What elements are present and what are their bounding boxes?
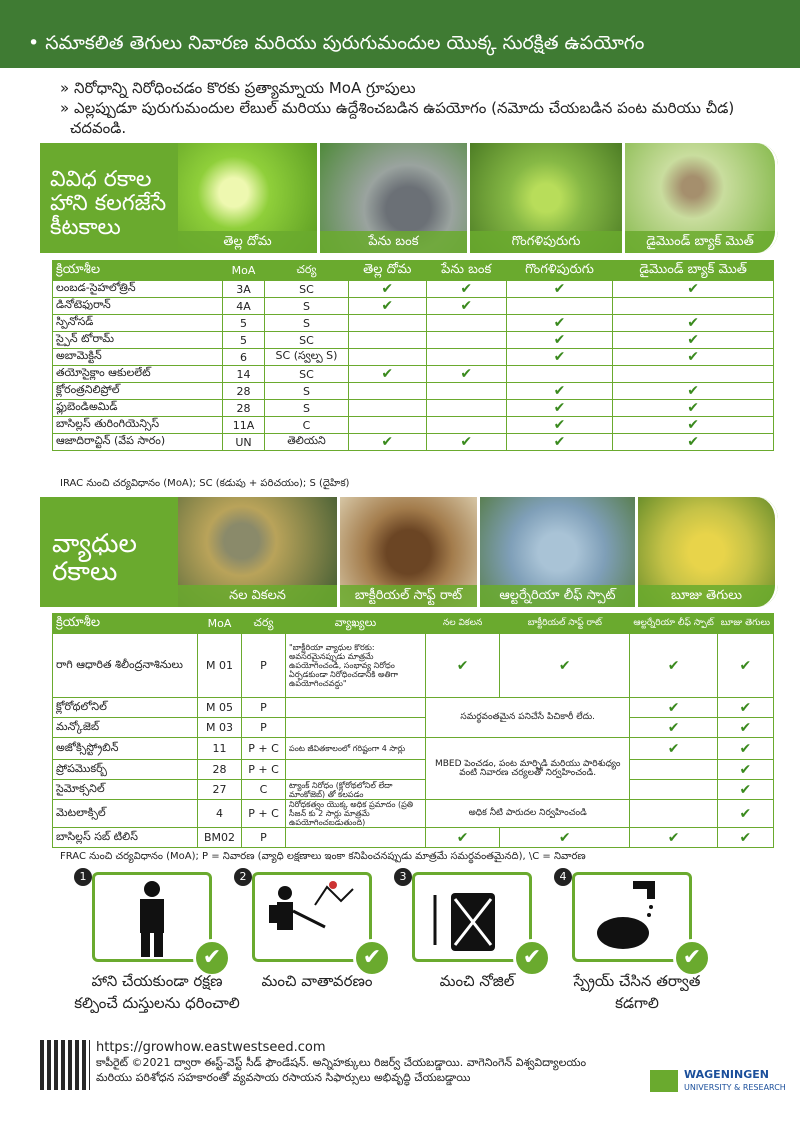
check-icon: ✔: [717, 698, 773, 718]
wur-logo: [684, 1068, 786, 1094]
photo-caption: బాక్టీరియల్ సాఫ్ట్ రాట్: [340, 585, 477, 607]
check-icon: ✔: [506, 400, 612, 417]
moa-value: 4: [198, 800, 242, 828]
check-icon: ✔: [613, 383, 774, 400]
sprayer-icon: [252, 872, 382, 970]
col-header: గొంగళిపురుగు: [506, 261, 612, 281]
photo-caterpillar: [470, 143, 625, 253]
photo-soft-rot: [340, 497, 480, 607]
check-icon: ✔: [717, 718, 773, 738]
check-icon: ✔: [717, 828, 773, 848]
check-icon: ✔: [613, 434, 774, 451]
check-icon: ✔: [513, 939, 551, 977]
check-icon: ✔: [193, 939, 231, 977]
col-header: క్రియాశీల: [53, 261, 223, 281]
active-name: ప్రోపమొకర్బ్: [53, 760, 198, 780]
photo-caption: గొంగళిపురుగు: [470, 231, 622, 253]
empty-cell: [506, 366, 612, 383]
col-header: బాక్టీరియల్ సాఫ్ట్ రాట్: [500, 614, 630, 634]
photo-dbm: [625, 143, 778, 253]
comment-cell: [286, 828, 426, 848]
active-name: క్లోరంత్రనిలిప్రోల్: [53, 383, 223, 400]
moa-value: M 05: [198, 698, 242, 718]
intro-line: » ఎల్లప్పుడూ పురుగుమందుల లేబుల్ మరియు ఉద్దేశించబడిన ఉపయోగం (నమోదు చేయబడిన పంట మరియు చీడ) చదవండి.: [60, 99, 735, 137]
action-value: SC: [265, 366, 349, 383]
action-value: SC: [265, 281, 349, 298]
comment-cell: [286, 760, 426, 780]
step-number: 4: [554, 868, 572, 886]
col-header: తెల్ల దోమ: [349, 261, 427, 281]
table-row: [53, 315, 774, 332]
check-icon: ✔: [630, 698, 717, 718]
insects-note: IRAC నుంచి చర్యవిధానం (MoA); SC (కడుపు + పరిచయం); S (దైహిక): [60, 478, 350, 489]
comment-cell: పంట జీవితకాలంలో గరిష్టంగా 4 సార్లు: [286, 738, 426, 760]
active-name: బాసిల్లస్ సబ్ టిలిస్: [53, 828, 198, 848]
check-icon: ✔: [506, 417, 612, 434]
active-name: సైమోక్సనిల్: [53, 780, 198, 800]
col-header: వ్యాఖ్యలు: [286, 614, 426, 634]
empty-cell: [426, 349, 506, 366]
col-header: బూజు తెగులు: [717, 614, 773, 634]
photo-alternaria: [480, 497, 638, 607]
action-value: P: [242, 718, 286, 738]
handwash-icon: [572, 872, 702, 970]
active-name: లంబడ-సైహలోత్రిన్: [53, 281, 223, 298]
action-value: P: [242, 828, 286, 848]
comment-cell: [286, 698, 426, 718]
table-row: [53, 332, 774, 349]
check-icon: ✔: [349, 366, 427, 383]
moa-value: 11A: [223, 417, 265, 434]
empty-cell: [349, 417, 427, 434]
table-row: [53, 718, 774, 738]
empty-cell: [349, 400, 427, 417]
table-row: [53, 281, 774, 298]
empty-cell: [613, 366, 774, 383]
moa-value: 5: [223, 315, 265, 332]
check-icon: ✔: [506, 349, 612, 366]
person-icon: [92, 872, 222, 970]
action-value: తెలియని: [265, 434, 349, 451]
col-header: MoA: [223, 261, 265, 281]
empty-cell: [349, 383, 427, 400]
check-icon: ✔: [717, 634, 773, 698]
merged-note: సమర్థవంతమైన పనిచేసే పిచికారీ లేదు.: [426, 698, 630, 738]
wur-name: WAGENINGEN: [684, 1068, 769, 1081]
check-icon: ✔: [717, 760, 773, 780]
action-value: SC: [265, 332, 349, 349]
table-header-row: [53, 261, 774, 281]
action-value: P: [242, 698, 286, 718]
active-name: రాగి ఆధారిత శిలీంద్రనాశినులు: [53, 634, 198, 698]
intro-line: » నిరోధాన్ని నిరోధించడం కొరకు ప్రత్యామ్నాయ MoA గ్రూపులు: [60, 79, 416, 97]
check-icon: ✔: [613, 400, 774, 417]
col-header: ఆల్టర్నేరియా లీఫ్ స్పాట్: [630, 614, 717, 634]
empty-cell: [426, 383, 506, 400]
step-label: మంచి వాతావరణం: [261, 972, 373, 990]
diseases-note: FRAC నుంచి చర్యవిధానం (MoA); P = నివారణ (వ్యాధి లక్షణాలు ఇంకా కనిపించనప్పుడు మాత్రమే సమర్థవంతమైనది), \C = నివారణ: [60, 851, 586, 862]
comment-cell: [286, 718, 426, 738]
check-icon: ✔: [506, 315, 612, 332]
action-value: C: [265, 417, 349, 434]
check-icon: ✔: [506, 383, 612, 400]
merged-note: అధిక నీటి పారుదల నిర్వహించండి: [426, 800, 630, 828]
check-icon: ✔: [349, 281, 427, 298]
photo-aphid: [320, 143, 470, 253]
table-row: [53, 434, 774, 451]
moa-value: 4A: [223, 298, 265, 315]
action-value: S: [265, 315, 349, 332]
action-value: SC (స్వల్ప S): [265, 349, 349, 366]
moa-value: 5: [223, 332, 265, 349]
check-icon: ✔: [630, 634, 717, 698]
active-name: క్లోరోథలోనిల్: [53, 698, 198, 718]
page-header: [0, 0, 800, 68]
active-name: డినోటెఫురాన్: [53, 298, 223, 315]
merged-note: MBED పెంచడం, పంట మార్పిడి మరియు పారిశుధ్యం వంటి నివారణ చర్యలతో నిర్వహించండి.: [426, 738, 630, 800]
active-name: తయోసైక్లాం ఆకులలేట్: [53, 366, 223, 383]
check-icon: ✔: [673, 939, 711, 977]
table-row: [53, 349, 774, 366]
empty-cell: [506, 298, 612, 315]
empty-cell: [349, 315, 427, 332]
moa-value: 28: [198, 760, 242, 780]
photo-caption: తెల్ల దోమ: [178, 231, 317, 253]
photo-caption: డైమొండ్ బ్యాక్ మొత్: [625, 231, 775, 253]
check-icon: ✔: [500, 828, 630, 848]
moa-value: 11: [198, 738, 242, 760]
moa-value: BM02: [198, 828, 242, 848]
photo-caption: నల వికలన: [178, 585, 337, 607]
photo-caption: పేను బంక: [320, 231, 467, 253]
table-row: [53, 698, 774, 718]
moa-value: 27: [198, 780, 242, 800]
comment-cell: నిరోధకత్వం యొక్క అధిక ప్రమాదం (ప్రతి సీజన్ కు 2 సార్లు మాత్రమే ఉపయోగించబడుతుంది): [286, 800, 426, 828]
wur-sub: UNIVERSITY & RESEARCH: [684, 1083, 786, 1092]
check-icon: ✔: [426, 634, 500, 698]
active-name: స్పినోసడ్: [53, 315, 223, 332]
action-value: P: [242, 634, 286, 698]
table-row: [53, 400, 774, 417]
check-icon: ✔: [717, 800, 773, 828]
check-icon: ✔: [630, 718, 717, 738]
table-row: [53, 800, 774, 828]
step-label: స్ప్రేయ్ చేసిన తర్వాత కడగాలి: [573, 972, 701, 1012]
check-icon: ✔: [506, 332, 612, 349]
photo-caption: బూజు తెగులు: [638, 585, 775, 607]
empty-cell: [349, 332, 427, 349]
active-name: అజోక్సిస్ట్రోబిన్: [53, 738, 198, 760]
photo-mildew: [638, 497, 778, 607]
check-icon: ✔: [500, 634, 630, 698]
active-name: మన్కోజెబ్: [53, 718, 198, 738]
col-header: పేను బంక: [426, 261, 506, 281]
page-title: • సమాకలిత తెగులు నివారణ మరియు పురుగుమందుల యొక్క సురక్షిత ఉపయోగం: [28, 32, 645, 54]
action-value: S: [265, 400, 349, 417]
photo-caption: ఆల్టర్నేరియా లీఫ్ స్పాట్: [480, 585, 635, 607]
check-icon: ✔: [717, 780, 773, 800]
moa-value: 14: [223, 366, 265, 383]
col-header: డైమొండ్ బ్యాక్ మొత్: [613, 261, 774, 281]
empty-cell: [349, 349, 427, 366]
active-name: అబామెక్టిన్: [53, 349, 223, 366]
footer-copyright: కాపీరైట్ ©2021 ద్వారా ఈస్ట్-వెస్ట్ సీడ్ ఫౌండేషన్. అన్నిహక్కులు రిజర్వ్ చేయబడ్డాయి. వాగెనింగెన్ విశ్వవిద్యాలయం మరియు పరిశోధన సహకారంతో వ్యవసాయ రసాయన సిఫార్సులు అభివృద్ధి చేయబడ్డాయి: [96, 1056, 587, 1084]
qr-code[interactable]: [40, 1040, 90, 1090]
check-icon: ✔: [613, 349, 774, 366]
active-name: బాసిల్లస్ తురింగియెన్సిస్: [53, 417, 223, 434]
check-icon: ✔: [353, 939, 391, 977]
table-row: [53, 780, 774, 800]
moa-value: UN: [223, 434, 265, 451]
check-icon: ✔: [717, 738, 773, 760]
step-number: 3: [394, 868, 412, 886]
check-icon: ✔: [506, 281, 612, 298]
action-value: P + C: [242, 760, 286, 780]
col-header: చర్య: [242, 614, 286, 634]
table-row: [53, 366, 774, 383]
moa-value: 28: [223, 383, 265, 400]
action-value: P + C: [242, 800, 286, 828]
check-icon: ✔: [426, 298, 506, 315]
table-row: [53, 760, 774, 780]
empty-cell: [426, 315, 506, 332]
check-icon: ✔: [426, 434, 506, 451]
empty-cell: [630, 780, 717, 800]
step-number: 1: [74, 868, 92, 886]
active-name: ఆజాదిరాచ్టిన్ (వేప సారం): [53, 434, 223, 451]
photo-whitefly: [178, 143, 320, 253]
check-icon: ✔: [613, 332, 774, 349]
check-icon: ✔: [630, 828, 717, 848]
fungicide-table: [52, 613, 774, 848]
photo-late-blight: [178, 497, 340, 607]
check-icon: ✔: [426, 281, 506, 298]
table-row: [53, 634, 774, 698]
intro: [60, 78, 780, 138]
table-row: [53, 828, 774, 848]
empty-cell: [426, 400, 506, 417]
empty-cell: [613, 298, 774, 315]
table-row: [53, 298, 774, 315]
check-icon: ✔: [349, 434, 427, 451]
check-icon: ✔: [613, 315, 774, 332]
check-icon: ✔: [349, 298, 427, 315]
check-icon: ✔: [630, 738, 717, 760]
col-header: చర్య: [265, 261, 349, 281]
col-header: నల వికలన: [426, 614, 500, 634]
table-header-row: [53, 614, 774, 634]
active-name: మెటలాక్సిల్: [53, 800, 198, 828]
insecticide-table: [52, 260, 774, 451]
action-value: S: [265, 298, 349, 315]
col-header: క్రియాశీల: [53, 614, 198, 634]
moa-value: 3A: [223, 281, 265, 298]
check-icon: ✔: [506, 434, 612, 451]
active-name: ఫ్లుబెండిఅమిడ్: [53, 400, 223, 417]
footer-url[interactable]: https://growhow.eastwestseed.com: [96, 1040, 326, 1055]
check-icon: ✔: [426, 366, 506, 383]
active-name: స్పైన్ టోరామ్: [53, 332, 223, 349]
check-icon: ✔: [613, 281, 774, 298]
step-label: మంచి నోజిల్: [439, 972, 515, 990]
moa-value: 6: [223, 349, 265, 366]
table-row: [53, 383, 774, 400]
empty-cell: [630, 800, 717, 828]
empty-cell: [426, 332, 506, 349]
comment-cell: "బాక్టీరియా వ్యాధుల కొరకు: అవసరమైనప్పుడు మాత్రమే ఉపయోగించండి, సంభావ్య నిరోధం ఏర్పడకుండా నిరోధించడానికి అతిగా ఉపయోగించవద్దు": [286, 634, 426, 698]
action-value: C: [242, 780, 286, 800]
empty-cell: [630, 760, 717, 780]
action-value: P + C: [242, 738, 286, 760]
diseases-band-title: వ్యాధుల రకాలు: [52, 529, 137, 587]
table-row: [53, 738, 774, 760]
empty-cell: [426, 417, 506, 434]
moa-value: 28: [223, 400, 265, 417]
insects-band-title: వివిధ రకాల హాని కలగజేసే కీటకాలు: [50, 167, 167, 240]
nozzle-icon: [412, 872, 542, 970]
moa-value: M 01: [198, 634, 242, 698]
table-row: [53, 417, 774, 434]
moa-value: M 03: [198, 718, 242, 738]
step-number: 2: [234, 868, 252, 886]
check-icon: ✔: [426, 828, 500, 848]
check-icon: ✔: [613, 417, 774, 434]
comment-cell: ట్యాంక్ నిరోధం (క్లోరోథలోనిల్ లేదా మాంకోజెబ్) తో కలపడం: [286, 780, 426, 800]
footer: [96, 1040, 616, 1085]
step-label: హాని చేయకుండా రక్షణ కల్పించే దుస్తులను ధరించాలి: [74, 972, 240, 1012]
wur-logo-icon: [650, 1070, 678, 1092]
col-header: MoA: [198, 614, 242, 634]
action-value: S: [265, 383, 349, 400]
